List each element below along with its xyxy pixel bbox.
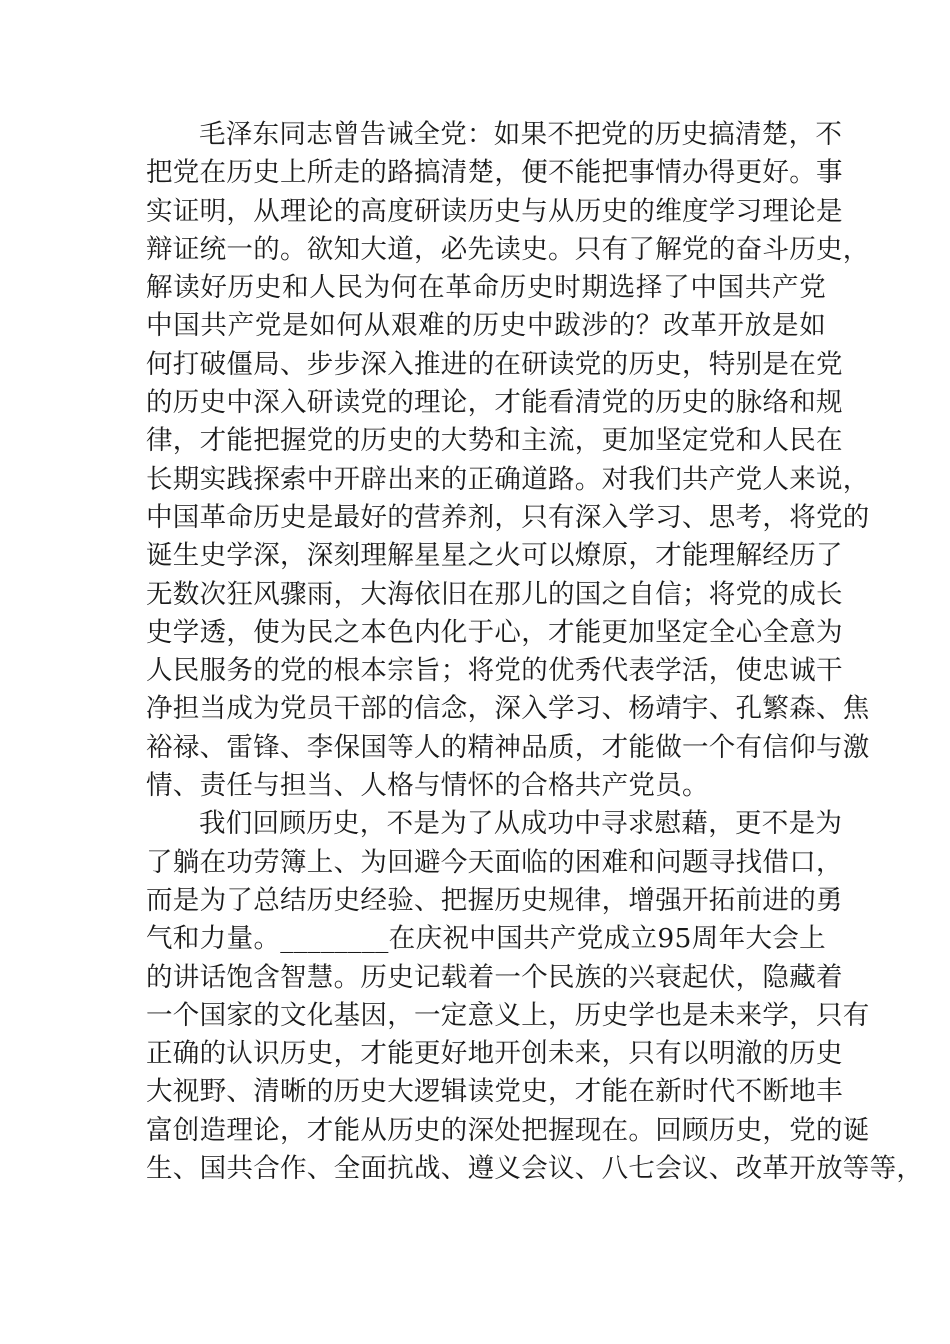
paragraph-line: 气和力量。________在庆祝中国共产党成立95周年大会上 [146,923,826,955]
paragraph-line: 毛泽东同志曾告诫全党：如果不把党的历史搞清楚，不 [199,119,843,150]
paragraph-line: 长期实践探索中开辟出来的正确道路。对我们共产党人来说， [146,463,870,495]
paragraph-line: 诞生史学深，深刻理解星星之火可以燎原，才能理解经历了 [146,540,843,572]
paragraph-2 [146,805,924,1188]
paragraph-line: 富创造理论，才能从历史的深处把握现在。回顾历史，党的诞 [146,1114,870,1146]
paragraph-line: 何打破僵局、步步深入推进的在研读党的历史，特别是在党 [146,348,843,380]
paragraph-line: 辩证统一的。欲知大道，必先读史。只有了解党的奋斗历史， [146,233,870,265]
paragraph-line: 中国革命历史是最好的营养剂，只有深入学习、思考，将党的 [146,501,870,533]
paragraph-line: 把党在历史上所走的路搞清楚，便不能把事情办得更好。事 [146,157,843,189]
paragraph-line: 实证明，从理论的高度研读历史与从历史的维度学习理论是 [146,195,843,227]
paragraph-line: 的讲话饱含智慧。历史记载着一个民族的兴衰起伏，隐藏着 [146,961,843,993]
paragraph-line: 的历史中深入研读党的理论，才能看清党的历史的脉络和规 [146,387,843,419]
paragraph-line: 大视野、清晰的历史大逻辑读党史，才能在新时代不断地丰 [146,1076,843,1108]
paragraph-line: 中国共产党是如何从艰难的历史中跋涉的？改革开放是如 [146,310,826,342]
paragraph-line: 了躺在功劳簿上、为回避今天面临的困难和问题寻找借口， [146,846,843,878]
paragraph-line: 生、国共合作、全面抗战、遵义会议、八七会议、改革开放等等， [146,1153,924,1185]
paragraph-line: 正确的认识历史，才能更好地开创未来，只有以明澈的历史 [146,1038,843,1070]
paragraph-line: 无数次狂风骤雨，大海依旧在那儿的国之自信；将党的成长 [146,578,843,610]
paragraph-line: 我们回顾历史，不是为了从成功中寻求慰藉，更不是为 [199,808,843,840]
paragraph-line: 一个国家的文化基因，一定意义上，历史学也是未来学，只有 [146,999,870,1031]
paragraph-line: 而是为了总结历史经验、把握历史规律，增强开拓前进的勇 [146,884,843,916]
paragraph-line: 情、责任与担当、人格与情怀的合格共产党员。 [146,770,709,802]
paragraph-line: 律，才能把握党的历史的大势和主流，更加坚定党和人民在 [146,425,843,457]
paragraph-1 [146,116,870,805]
paragraph-line: 解读好历史和人民为何在革命历史时期选择了中国共产党 [146,272,826,304]
paragraph-line: 净担当成为党员干部的信念，深入学习、杨靖宇、孔繁森、焦 [146,693,870,725]
paragraph-line: 史学透，使为民之本色内化于心，才能更加坚定全心全意为 [146,616,843,648]
paragraph-line: 人民服务的党的根本宗旨；将党的优秀代表学活，使忠诚干 [146,655,843,687]
document-body [146,116,924,1188]
paragraph-line: 裕禄、雷锋、李保国等人的精神品质，才能做一个有信仰与激 [146,731,870,763]
